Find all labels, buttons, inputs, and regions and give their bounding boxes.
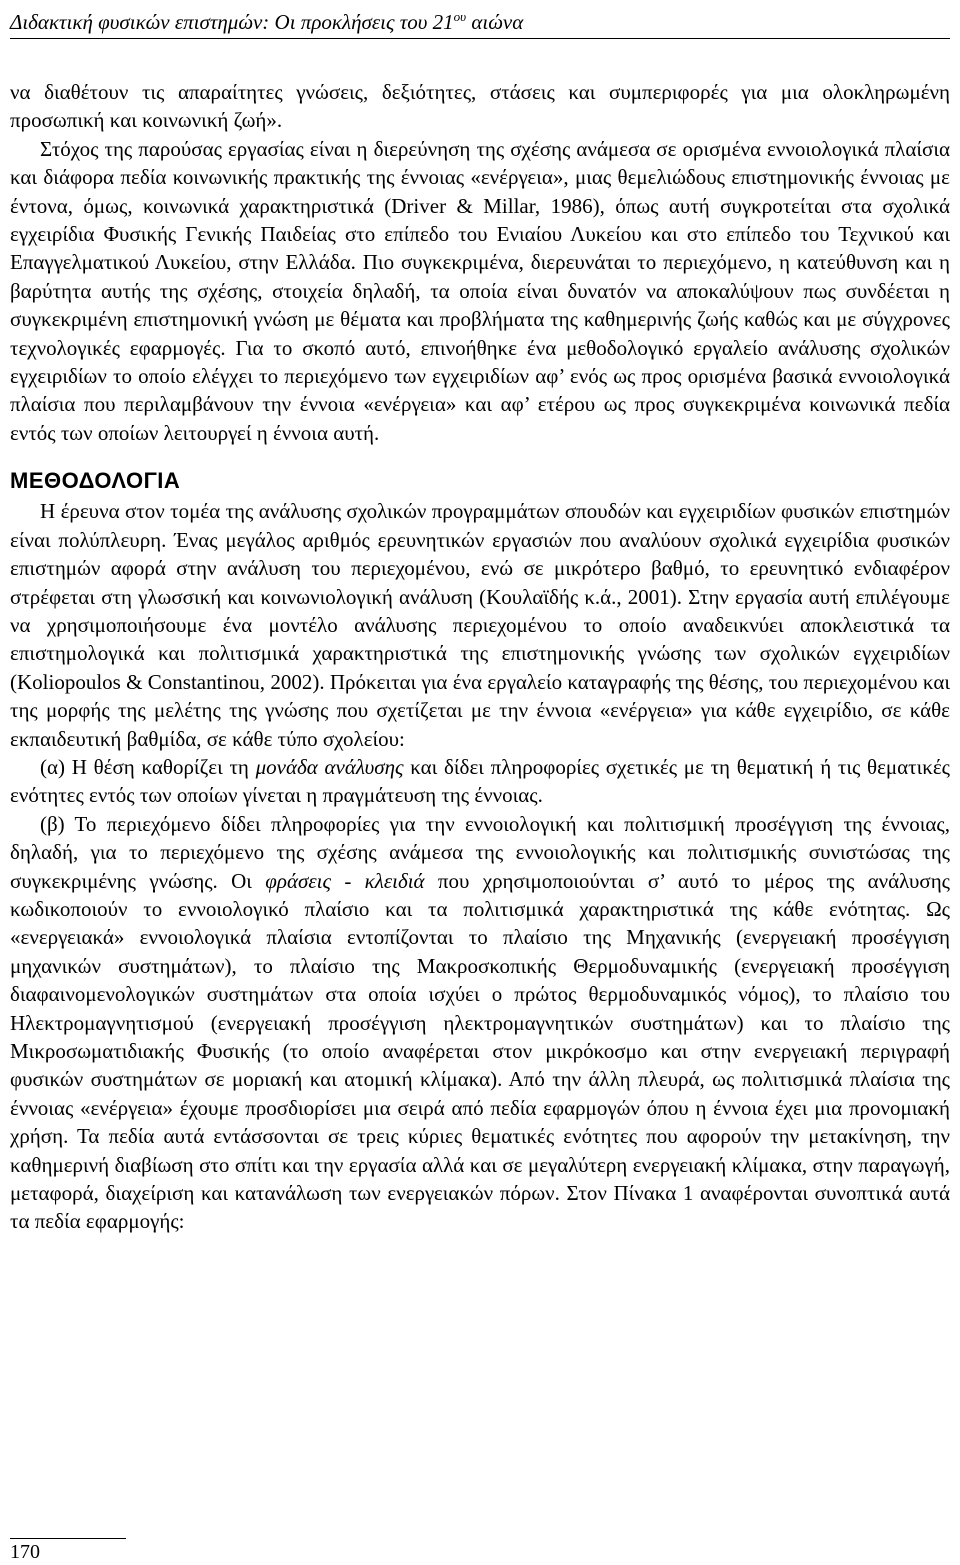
- paragraph-item-b: [10, 810, 950, 1236]
- main-text: [10, 78, 950, 1236]
- header-divider: [10, 38, 950, 39]
- item-b-text-start: (β) Το περιεχόμενο δίδει πληροφορίες για την εννοιολογική και πολιτισμική προσέγγιση της έννοιας, δηλαδή, για το περιεχόμενο της σχέσης ανάμεσα της εννοιολογικής και πολιτισμικής συνιστώσας της συγκεκριμένης γνώσης. Οι: [10, 811, 950, 893]
- header-title-superscript: ου: [453, 9, 467, 24]
- paragraph-continuation: να διαθέτουν τις απαραίτητες γνώσεις, δεξιότητες, στάσεις και συμπεριφορές για μια ολοκληρωμένη προσωπική και κοινωνική ζωή».: [10, 80, 950, 133]
- item-a-text-start: (α) Η θέση καθορίζει τη: [40, 754, 256, 779]
- paragraph-methodology: Η έρευνα στον τομέα της ανάλυσης σχολικών προγραμμάτων σπουδών και εγχειριδίων φυσικών επιστημών είναι πολύπλευρη. Ένας μεγάλος αριθμός ερευνητικών εργασιών που αναλύουν σχολικά εγχειρίδια φυσικών επιστημών αφορά στην ανάλυση του περιεχομένου, ενώ σε μικρότερο βαθμό, το ερευνητικό ενδιαφέρον στρέφεται στη γλωσσική και κοινωνιολογική ανάλυση (Κουλαϊδής κ.ά., 2001). Στην εργασία αυτή επιλέγουμε να χρησιμοποιήσουμε ένα μοντέλο ανάλυσης περιεχομένου το οποίο αναδεικνύει αποκλειστικά τα επιστημολογικά και πολιτισμικά χαρακτηριστικά της επιστημονικής γνώσης των σχολικών εγχειριδίων (Koliopoulos & Constantinou, 2002). Πρόκειται για ένα εργαλείο καταγραφής της θέσης, του περιεχομένου και της μορφής της μελέτης της γνώσης που σχετίζεται με την έννοια «ενέργεια» για κάθε εγχειρίδιο, σε κάθε εκπαιδευτική βαθμίδα, σε κάθε τύπο σχολείου:: [10, 499, 950, 751]
- header-title-end: αιώνα: [466, 10, 524, 34]
- item-b-text-end: που χρησιμοποιούνται σ’ αυτό το μέρος της ανάλυσης κωδικοποιούν το εννοιολογικό πλαίσιο και τα πολιτισμικά χαρακτηριστικά της κάθε ενότητας. Ως «ενεργειακά» εννοιολογικά πλαίσια εντοπίζονται το πλαίσιο της Μηχανικής (ενεργειακή προσέγγιση μηχανικών συστημάτων), το πλαίσιο της Μακροσκοπικής Θερμοδυναμικής (ενεργειακή προσέγγιση διαφαινομενολογικών συστημάτων στα οποία ισχύει ο πρώτος θερμοδυναμικός νόμος), το πλαίσιο του Ηλεκτρομαγνητισμού (ενεργειακή προσέγγιση ηλεκτρομαγνητικών συστημάτων) και το πλαίσιο της Μικροσωματιδιακής Φυσικής (το οποίο αναφέρεται στον μικρόκοσμο και στην ενεργειακή περιγραφή φυσικών συστημάτων σε μοριακή και ατομική κλίμακα). Από την άλλη πλευρά, ως πολιτισμικά πλαίσια της έννοιας «ενέργεια» έχουμε προσδιορίσει μια σειρά από πεδία εφαρμογών όπου η έννοια έχει μια προνομιακή χρήση. Τα πεδία αυτά εντάσσονται σε τρεις κύριες θεματικές ενότητες που αφορούν την μετακίνηση, την καθημερινή διαβίωση στο σπίτι και την εργασία αλλά και σε μεγαλύτερη ενεργειακή κλίμακα, στην παραγωγή, μεταφορά, διαχείριση και κατανάλωση των ενεργειακών πόρων. Στον Πίνακα 1 αναφέρονται συνοπτικά αυτά τα πεδία εφαρμογής:: [10, 868, 950, 1234]
- header-title-main: Διδακτική φυσικών επιστημών: Οι προκλήσεις του 21: [10, 10, 454, 34]
- header-title: [10, 4, 950, 35]
- paragraph-item-a: [10, 753, 950, 810]
- section-heading-methodology: ΜΕΘΟΔΟΛΟΓΙΑ: [10, 468, 181, 494]
- item-a-text-end: και δίδει πληροφορίες σχετικές με τη θεματική ή τις θεματικές ενότητες εντός των οποίων γίνεται η πραγμάτευση της έννοιας.: [10, 754, 950, 808]
- item-b-emphasis: φράσεις - κλειδιά: [265, 868, 425, 893]
- item-a-emphasis: μονάδα ανάλυσης: [255, 754, 404, 779]
- paragraph-objective: Στόχος της παρούσας εργασίας είναι η διερεύνηση της σχέσης ανάμεσα σε ορισμένα εννοιολογικά πλαίσια και διάφορα πεδία κοινωνικής πρακτικής της έννοιας «ενέργεια», μιας θεμελιώδους επιστημονικής έννοιας με έντονα, όμως, κοινωνικά χαρακτηριστικά (Driver & Millar, 1986), όπως αυτή συγκροτείται στα σχολικά εγχειρίδια Φυσικής Γενικής Παιδείας στο επίπεδο του Ενιαίου Λυκείου και στο επίπεδο του Τεχνικού και Επαγγελματικού Λυκείου, στην Ελλάδα. Πιο συγκεκριμένα, διερευνάται το περιεχόμενο, η κατεύθυνση και η βαρύτητα αυτής της σχέσης, στοιχεία δηλαδή, τα οποία είναι δυνατόν να αποκαλύψουν πως συνδέεται η συγκεκριμένη επιστημονική γνώση με θέματα και προβλήματα της καθημερινής ζωής καθώς και με σύγχρονες τεχνολογικές εφαρμογές. Για το σκοπό αυτό, επινοήθηκε ένα μεθοδολογικό εργαλείο ανάλυσης σχολικών εγχειριδίων το οποίο ελέγχει το περιεχόμενο των εγχειριδίων αφ’ ενός ως προς ορισμένα βασικά εννοιολογικά πλαίσια που περιλαμβάνουν την έννοια «ενέργεια» και αφ’ ετέρου ως προς συγκεκριμένα κοινωνικά πεδία εντός των οποίων λειτουργεί η έννοια αυτή.: [10, 136, 950, 445]
- footer-divider: [10, 1538, 126, 1539]
- running-header: [10, 4, 950, 35]
- page-number: 170: [10, 1541, 40, 1563]
